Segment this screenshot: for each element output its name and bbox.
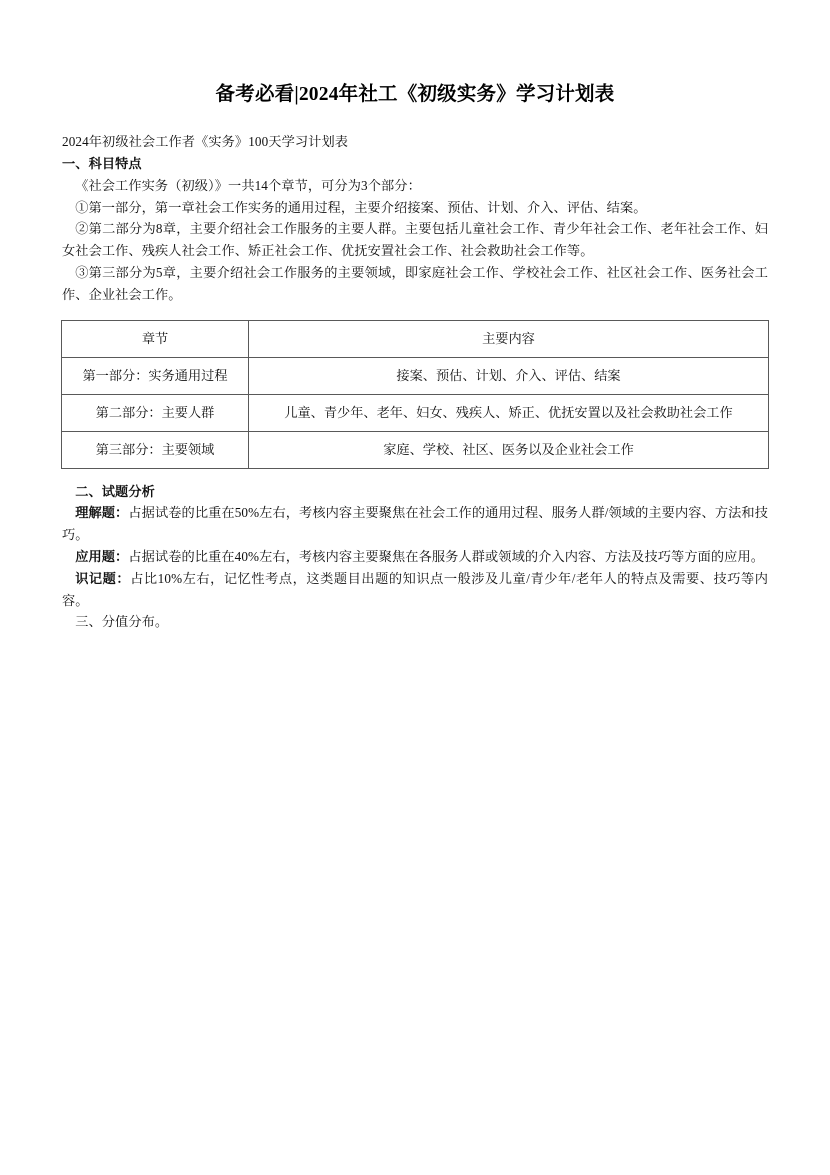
section-2-item-3-body: 占比10%左右，记忆性考点，这类题目出题的知识点一般涉及儿童/青少年/老年人的特点及需要、技巧等内容。 (62, 570, 768, 608)
table-cell-content: 接案、预估、计划、介入、评估、结案 (249, 357, 769, 394)
section-heading-3: 三、分值分布。 (75, 614, 169, 630)
document-body (62, 80, 768, 633)
section-2-item-1 (62, 502, 768, 546)
chapters-table (61, 320, 769, 469)
table-row (62, 357, 769, 394)
section-heading-2: 二、试题分析 (75, 483, 155, 499)
section-2-item-3-lead: 识记题： (75, 570, 131, 586)
table-cell-content: 儿童、青少年、老年、妇女、残疾人、矫正、优抚安置以及社会救助社会工作 (249, 394, 769, 431)
table-header-chapter: 章节 (62, 320, 249, 357)
table-header-row (62, 320, 769, 357)
section-1-intro: 《社会工作实务（初级）》一共14个章节，可分为3个部分： (75, 177, 421, 193)
chapters-table-wrap (62, 320, 768, 469)
section-2-item-1-lead: 理解题： (75, 505, 129, 521)
section-2-item-2 (62, 546, 768, 568)
table-header-content: 主要内容 (249, 320, 769, 357)
document-subtitle (62, 131, 768, 153)
table-row (62, 394, 769, 431)
section-2-item-3 (62, 568, 768, 612)
section-2-item-1-body: 占据试卷的比重在50%左右，考核内容主要聚焦在社会工作的通用过程、服务人群/领域的主要内容、方法和技巧。 (62, 505, 768, 543)
table-row (62, 431, 769, 468)
section-2-item-2-lead: 应用题： (75, 549, 129, 565)
section-1-item-3: ③第三部分为5章，主要介绍社会工作服务的主要领域，即家庭社会工作、学校社会工作、社区社会工作、医务社会工作、企业社会工作。 (62, 265, 768, 302)
subtitle-text: 2024年初级社会工作者《实务》100天学习计划表 (62, 134, 349, 150)
section-heading-1: 一、科目特点 (62, 156, 142, 172)
section-1-item-1: ①第一部分，第一章社会工作实务的通用过程，主要介绍接案、预估、计划、介入、评估、结案。 (75, 199, 647, 215)
table-cell-chapter: 第一部分：实务通用过程 (62, 357, 249, 394)
table-cell-chapter: 第三部分：主要领域 (62, 431, 249, 468)
section-1-item-2: ②第二部分为8章，主要介绍社会工作服务的主要人群。主要包括儿童社会工作、青少年社会工作、老年社会工作、妇女社会工作、残疾人社会工作、矫正社会工作、优抚安置社会工作、社会救助社会工作等。 (62, 221, 768, 259)
section-2-item-2-body: 占据试卷的比重在40%左右，考核内容主要聚焦在各服务人群或领域的介入内容、方法及技巧等方面的应用。 (128, 549, 765, 565)
table-cell-chapter: 第二部分：主要人群 (62, 394, 249, 431)
page-title: 备考必看|2024年社工《初级实务》学习计划表 (215, 84, 615, 105)
table-cell-content: 家庭、学校、社区、医务以及企业社会工作 (249, 431, 769, 468)
